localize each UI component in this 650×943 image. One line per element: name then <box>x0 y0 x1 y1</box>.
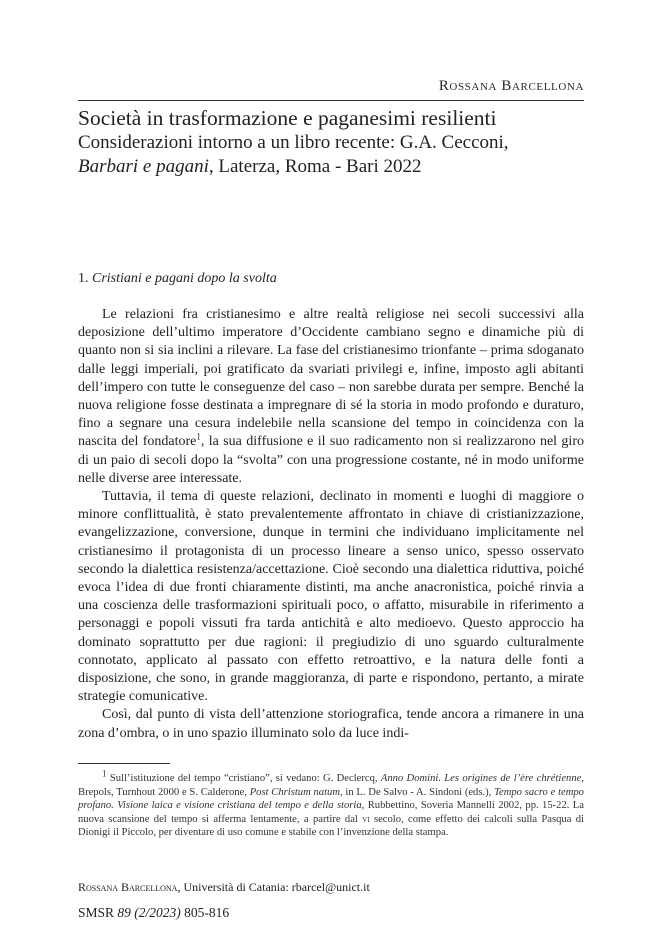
footnote-number: 1 <box>102 768 107 779</box>
paragraph-text: , la sua diffusione e il suo radicamento non si realizzarono nel giro di un paio di secoli dopo la “svolta” con una progressione costante, né in modo uniforme nelle diverse aree interessate. <box>78 434 584 486</box>
subtitle-book-title: Barbari e pagani <box>78 156 209 177</box>
footnote-italic: Tempo sacro e tempo profano. Visione laica e visione cristiana del tempo e della storia <box>78 786 584 812</box>
footnote-span: , Brepols, Turnhout 2000 e S. Calderone, <box>78 773 584 798</box>
footnote-reference[interactable]: 1 <box>196 431 201 442</box>
journal-abbrev: SMSR <box>78 905 118 920</box>
paragraph: Così, dal punto di vista dell’attenzione storiografica, tende ancora a rimanere in una zona d’ombra, o in uno spazio illuminato solo da luce indi- <box>78 707 584 741</box>
paragraph: Tuttavia, il tema di queste relazioni, declinato in momenti e luoghi di maggiore o minore conflittualità, è stato prevalentemente affrontato in chiave di cristianizzazione, evangelizzazione, conversione, dunque in termini che individuano implicitamente nel cristianesimo il protagonista di un processo lineare a senso unico, spesso osservato secondo la dialettica resistenza/accettazione. Cioè secondo una dialettica riduttiva, poiché evoca l’idea di due fronti chiaramente distinti, ma anche anacronistica, poiché rinvia a una coscienza delle trasformazioni spirituali poco, o affatto, misurabile in riferimento a personaggi e popoli vissuti fra tarda antichità e alto medioevo. Questo approccio ha dominato soprattutto per due ragioni: il pregiudizio di uno sguardo culturalmente connotato, applicato al passato con effetto retroattivo, e la natura delle fonti a disposizione, che sono, in grande maggioranza, di parte e rispondono, pertanto, a mirate strategie comunicative. <box>78 489 584 705</box>
footnote-italic: Anno Domini. Les origines de l’ère chrétienne <box>380 773 582 784</box>
article-title: Società in trasformazione e paganesimi resilienti <box>78 106 497 130</box>
section-heading <box>78 271 277 287</box>
subtitle-publisher: , Laterza, Roma - Bari 2022 <box>208 156 422 177</box>
affiliation-text: , Università di Catania: rbarcel@unict.it <box>177 880 370 894</box>
footnote-separator <box>78 763 170 764</box>
footnote <box>78 768 584 840</box>
journal-volume: 89 (2/2023) <box>117 905 181 920</box>
footnote-span: Sull’istituzione del tempo “cristiano”, si vedano: G. Declercq, <box>106 773 381 784</box>
journal-citation <box>78 905 229 921</box>
footnote-text <box>78 768 584 840</box>
footnote-span: secolo, come effetto dei calcoli sulla Pasqua di Dionigi il Piccolo, per diventare di uso comune e stabile con l’invenzione della stampa. <box>78 813 584 839</box>
paragraph <box>78 306 584 488</box>
article-subtitle <box>78 131 588 179</box>
running-header-author: Rossana Barcellona <box>438 78 584 94</box>
subtitle-text: Considerazioni intorno a un libro recente: G.A. Cecconi, <box>78 132 509 153</box>
author-affiliation <box>78 880 370 895</box>
paragraph-text: Le relazioni fra cristianesimo e altre realtà religiose nei secoli successivi alla deposizione dell’ultimo imperatore d’Occidente cambiano segno e dinamiche più di quanto non si sia inclini a rilevare. La fase del cristianesimo trionfante – prima sdoganato dalle leggi imperiali, poi gratificato da svariati privilegi e, infine, imposto agli abitanti dell’impero con tutte le conseguenze del caso – non sarebbe durata per sempre. Benché la nuova religione fosse destinata a impregnare di sé la storia in modo profondo e duraturo, fino a segnare una cesura indelebile nella scansione del tempo in coincidenza con la nascita del fondatore <box>78 307 584 450</box>
section-title: Cristiani e pagani dopo la svolta <box>92 271 277 286</box>
journal-pages: 805-816 <box>180 905 230 920</box>
footnote-smallcaps: vi <box>362 813 370 825</box>
body-text <box>78 306 584 743</box>
section-number: 1. <box>78 271 92 286</box>
footnote-span: in L. De Salvo - A. Sindoni (eds.), <box>342 786 495 798</box>
header-rule <box>78 100 584 101</box>
footnote-italic: Post Christum natum, <box>249 786 343 798</box>
footnote-span: , Rubbettino, Soveria Mannelli 2002, pp. 15-22. La nuova scansione del tempo si afferma lentamente, a partire dal <box>78 800 584 825</box>
affiliation-author-name: Rossana Barcellona <box>78 880 178 894</box>
